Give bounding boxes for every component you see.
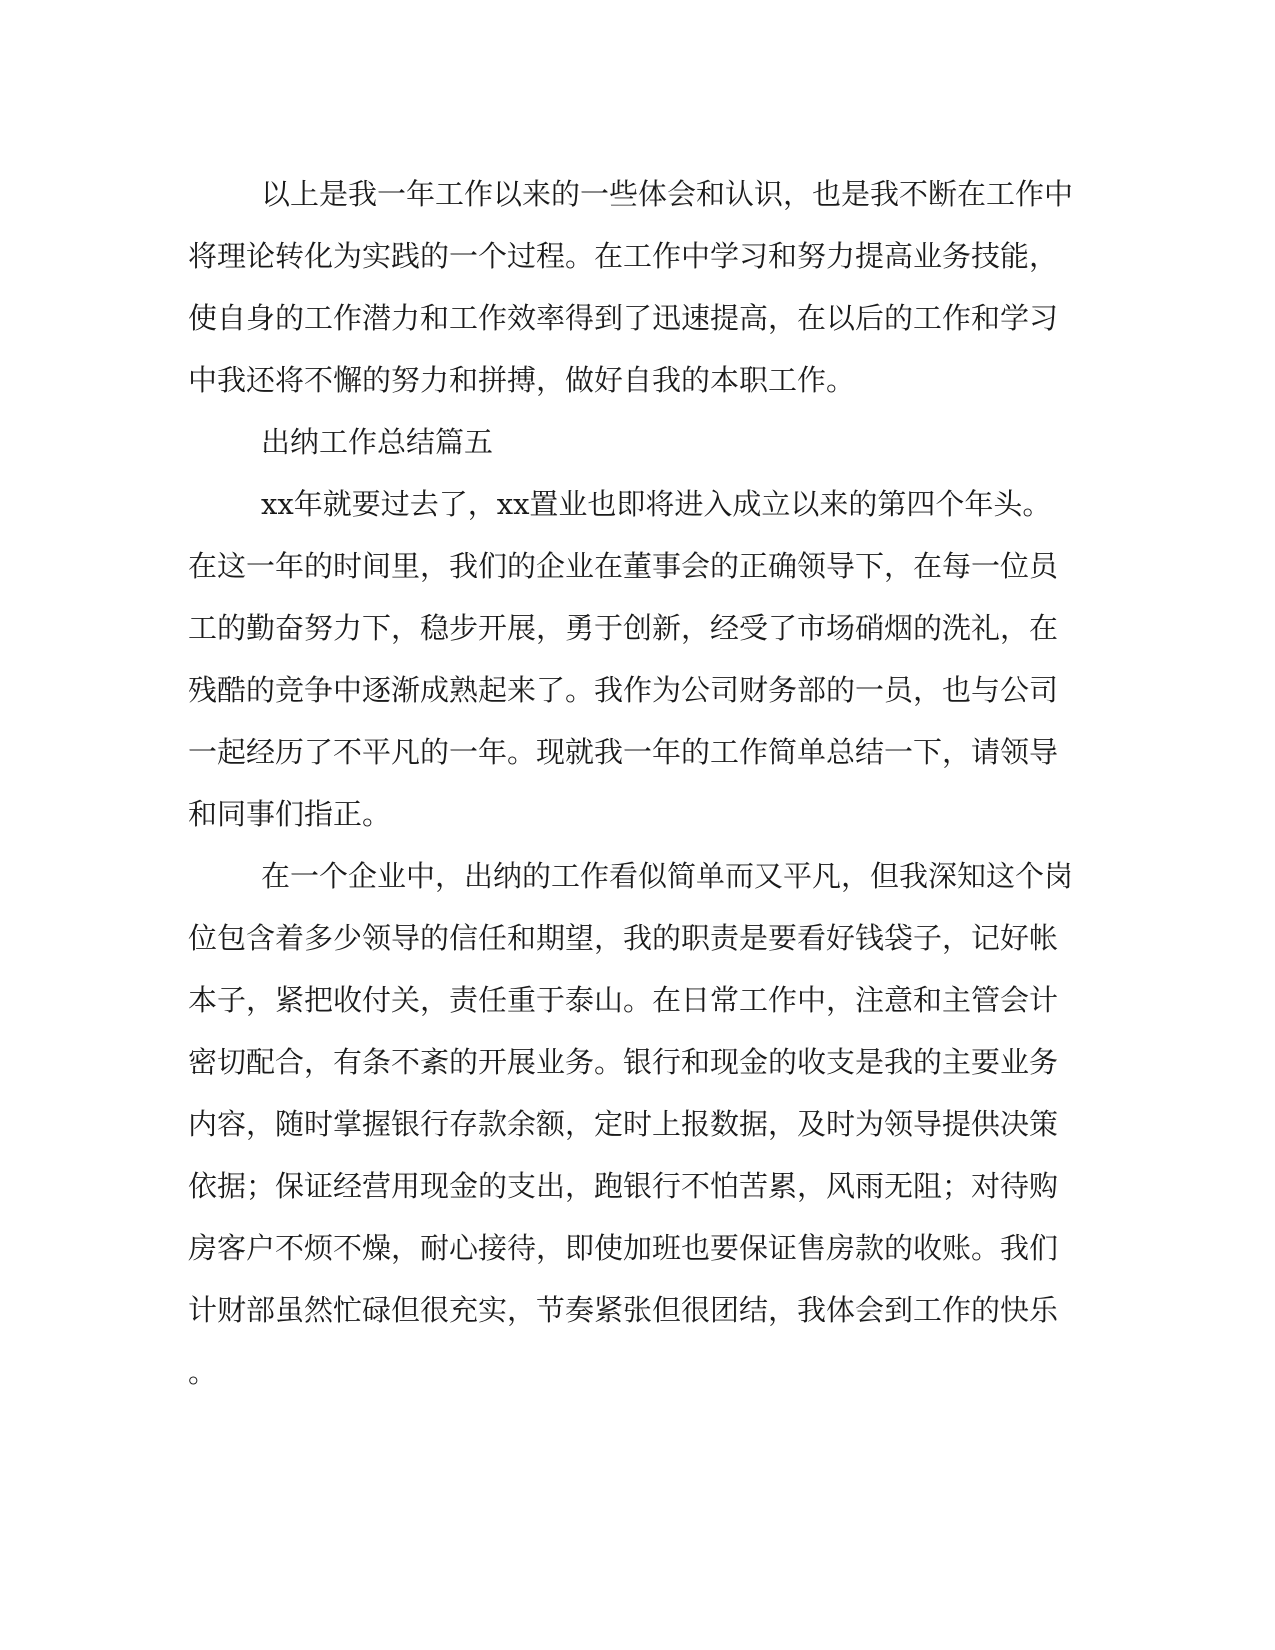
text-line: 将理论转化为实践的一个过程。在工作中学习和努力提高业务技能，	[188, 239, 1059, 273]
text-line: 以上是我一年工作以来的一些体会和认识，也是我不断在工作中	[261, 177, 1074, 211]
text-line: 一起经历了不平凡的一年。现就我一年的工作简单总结一下，请领导	[188, 735, 1059, 769]
text-line: 本子，紧把收付关，责任重于泰山。在日常工作中，注意和主管会计	[188, 983, 1059, 1017]
text-line: 中我还将不懈的努力和拼搏，做好自我的本职工作。	[188, 363, 856, 397]
text-line: 残酷的竞争中逐渐成熟起来了。我作为公司财务部的一员，也与公司	[188, 673, 1059, 707]
text-line: 密切配合，有条不紊的开展业务。银行和现金的收支是我的主要业务	[188, 1045, 1059, 1079]
text-line: 位包含着多少领导的信任和期望，我的职责是要看好钱袋子，记好帐	[188, 921, 1059, 955]
text-line: 房客户不烦不燥，耐心接待，即使加班也要保证售房款的收账。我们	[188, 1231, 1059, 1265]
document-body	[188, 163, 1073, 1403]
text-line: 工的勤奋努力下，稳步开展，勇于创新，经受了市场硝烟的洗礼，在	[188, 611, 1059, 645]
text-line: xx年就要过去了，xx置业也即将进入成立以来的第四个年头。	[261, 487, 1052, 521]
text-line: 在一个企业中，出纳的工作看似简单而又平凡，但我深知这个岗	[261, 859, 1074, 893]
text-line: 内容，随时掌握银行存款余额，定时上报数据，及时为领导提供决策	[188, 1107, 1059, 1141]
paragraph-1	[188, 163, 1073, 411]
paragraph-2	[188, 473, 1073, 845]
text-line: 计财部虽然忙碌但很充实，节奏紧张但很团结，我体会到工作的快乐	[188, 1293, 1059, 1327]
text-line: 和同事们指正。	[188, 797, 392, 831]
paragraph-3	[188, 845, 1073, 1403]
text-line: 。	[188, 1355, 218, 1389]
text-line: 依据；保证经营用现金的支出，跑银行不怕苦累，风雨无阻；对待购	[188, 1169, 1059, 1203]
section-heading: 出纳工作总结篇五	[261, 425, 494, 459]
text-line: 在这一年的时间里，我们的企业在董事会的正确领导下，在每一位员	[188, 549, 1059, 583]
text-line: 使自身的工作潜力和工作效率得到了迅速提高，在以后的工作和学习	[188, 301, 1059, 335]
